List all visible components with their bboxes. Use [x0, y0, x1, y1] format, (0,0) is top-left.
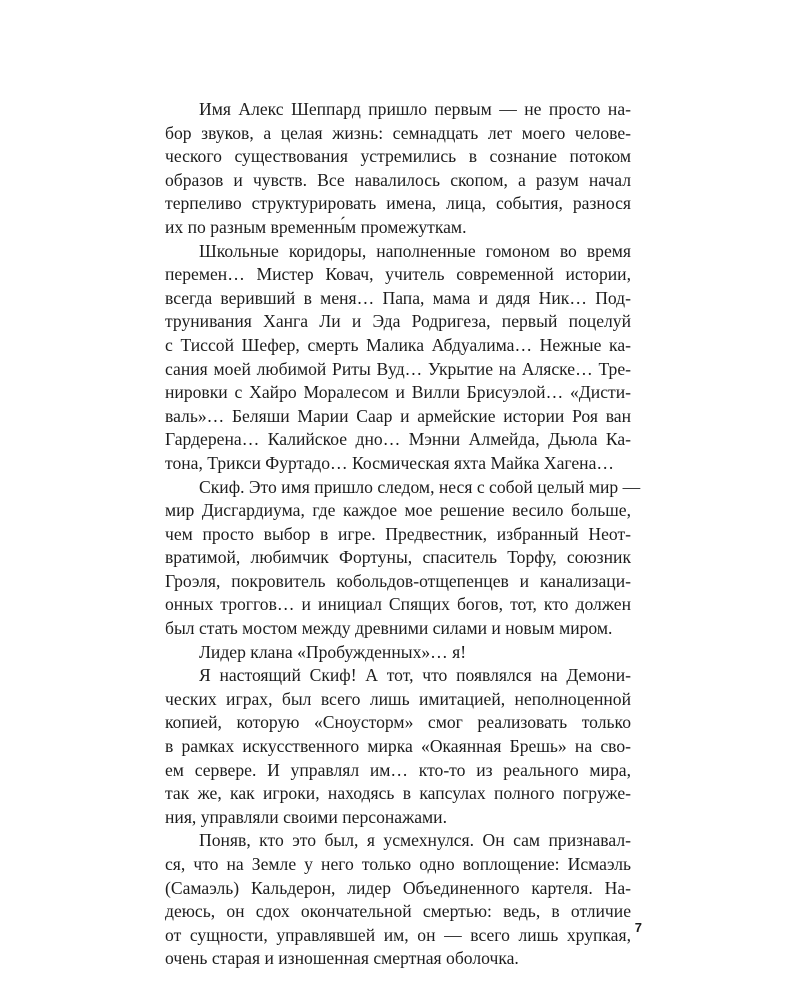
- text-line: так же, как игроки, находясь в капсулах полного погруже-: [165, 783, 631, 804]
- text-line: тона, Трикси Фуртадо… Космическая яхта Майка Хагена…: [165, 452, 614, 473]
- paragraph: [165, 476, 641, 641]
- text-line: в рамках искусственного мирка «Окаянная Брешь» на сво-: [165, 736, 631, 757]
- text-line: от сущности, управлявшей им, он — всего лишь хрупкая,: [165, 924, 631, 945]
- text-line: ния, управляли своими персонажами.: [165, 806, 447, 827]
- body-text: [165, 98, 641, 971]
- text-line: вратимой, любимчик Фортуны, спаситель Торфу, союзник: [165, 547, 631, 568]
- text-line: мир Дисгардиума, где каждое мое решение весило больше,: [165, 500, 631, 521]
- text-line: Школьные коридоры, наполненные гомоном во время: [199, 240, 631, 261]
- text-line: ся, что на Земле у него только одно воплощение: Исмаэль: [165, 854, 631, 874]
- text-line: Лидер клана «Пробужденных»… я!: [199, 641, 467, 662]
- paragraph: [165, 829, 631, 971]
- text-line: ческого существования устремились в сознание потоком: [165, 146, 631, 167]
- paragraph: [165, 641, 631, 665]
- text-line: всегда веривший в меня… Папа, мама и дядя Ник… Под-: [165, 287, 631, 308]
- text-line: с Тиссой Шефер, смерть Малика Абдуалима… Нежные ка-: [165, 334, 631, 355]
- text-line: ем сервере. И управлял им… кто-то из реального мира,: [165, 759, 631, 780]
- text-line: Гардерена… Калийское дно… Мэнни Алмейда, Дьюла Ка-: [165, 429, 631, 450]
- text-line: был стать мостом между древними силами и новым миром.: [165, 618, 613, 639]
- paragraph: [165, 240, 631, 476]
- paragraph: [165, 98, 631, 240]
- text-line: (Самаэль) Кальдерон, лидер Объединенного картеля. На-: [165, 877, 631, 898]
- text-line: деюсь, он сдох окончательной смертью: ведь, в отличие: [165, 901, 631, 922]
- text-line: очень старая и изношенная смертная оболочка.: [165, 948, 519, 969]
- page-number: 7: [634, 920, 642, 935]
- text-line: Гроэля, покровитель кобольдов-отщепенцев и канализаци-: [165, 570, 631, 591]
- text-line: бор звуков, а целая жизнь: семнадцать лет моего челове-: [165, 122, 631, 143]
- text-line: перемен… Мистер Ковач, учитель современной истории,: [165, 264, 631, 285]
- text-line: Я настоящий Скиф! А тот, что появлялся на Демони-: [199, 665, 631, 686]
- text-line: чем просто выбор в игре. Предвестник, избранный Неот-: [165, 523, 631, 544]
- text-line: Имя Алекс Шеппард пришло первым — не просто на-: [199, 99, 631, 119]
- text-line: их по разным временны́м промежуткам.: [165, 216, 467, 237]
- text-line: Скиф. Это имя пришло следом, неся с собой целый мир —: [199, 476, 641, 497]
- text-line: терпеливо структурировать имена, лица, события, разнося: [165, 193, 631, 214]
- text-line: ческих играх, был всего лишь имитацией, неполноценной: [165, 688, 631, 709]
- text-line: образов и чувств. Все навалилось скопом, а разум начал: [165, 169, 631, 190]
- text-line: трунивания Ханга Ли и Эда Родригеза, первый поцелуй: [165, 311, 631, 332]
- text-line: нировки с Хайро Моралесом и Вилли Брисуэлой… «Дисти-: [165, 382, 631, 403]
- text-line: копией, которую «Сноусторм» смог реализовать только: [165, 712, 631, 733]
- text-line: онных троггов… и инициал Спящих богов, тот, кто должен: [165, 594, 631, 615]
- paragraph: [165, 664, 631, 829]
- text-line: валь»… Беляши Марии Саар и армейские истории Роя ван: [165, 405, 631, 426]
- text-line: сания моей любимой Риты Вуд… Укрытие на Аляске… Тре-: [165, 358, 631, 379]
- text-line: Поняв, кто это был, я усмехнулся. Он сам признавал-: [199, 830, 631, 851]
